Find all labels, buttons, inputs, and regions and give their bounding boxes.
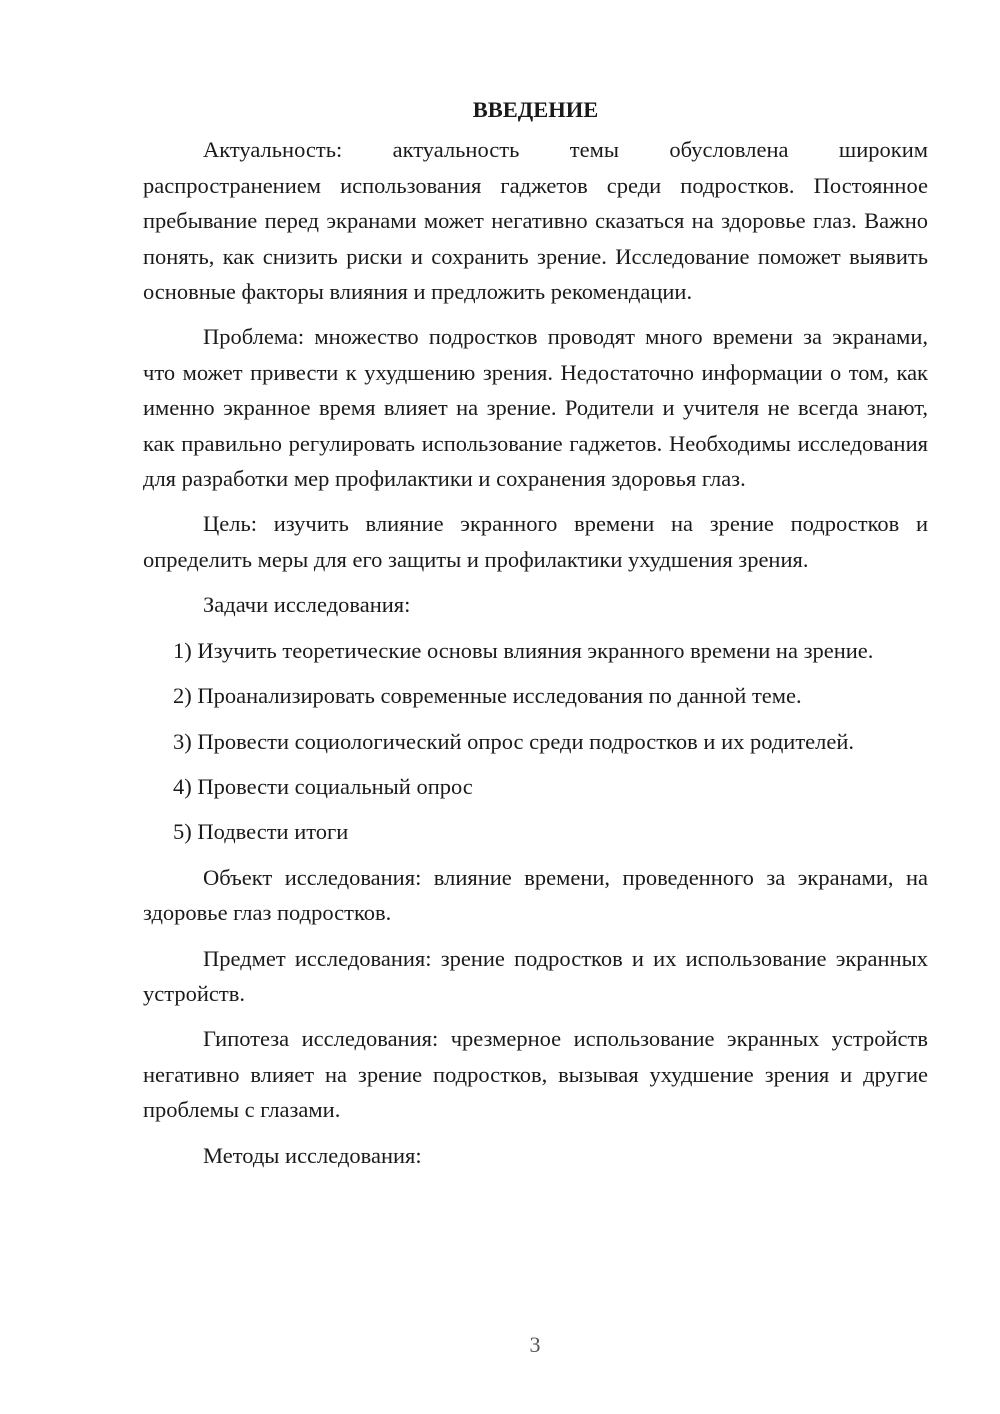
page-number: 3 xyxy=(529,1332,541,1357)
section-heading: ВВЕДЕНИЕ xyxy=(472,97,599,122)
hypothesis-paragraph: Гипотеза исследования: чрезмерное использование экранных устройств негативно влияет на зрение подростков, вызывая ухудшение зрения и другие проблемы с глазами. xyxy=(143,1026,928,1123)
tasks-heading: Задачи исследования: xyxy=(203,592,411,618)
task-item: 2) Проанализировать современные исследования по данной теме. xyxy=(173,683,802,709)
problem-paragraph: Проблема: множество подростков проводят много времени за экранами, что может привести к ухудшению зрения. Недостаточно информации о том, как именно экранное время влияет на зрение. Родители и учителя не всегда знают, как правильно регулировать использование гаджетов. Необходимы исследования для разработки мер профилактики и сохранения здоровья глаз. xyxy=(143,324,928,492)
relevance-paragraph: Актуальность: актуальность темы обусловлена широким распространением использования гаджетов среди подростков. Постоянное пребывание перед экранами может негативно сказаться на здоровье глаз. Важно понять, как снизить риски и сохранить зрение. Исследование поможет выявить основные факторы влияния и предложить рекомендации. xyxy=(143,137,928,305)
task-item: 5) Подвести итоги xyxy=(173,819,349,845)
task-item: 1) Изучить теоретические основы влияния экранного времени на зрение. xyxy=(173,637,874,663)
page-content xyxy=(143,92,928,1183)
goal-paragraph: Цель: изучить влияние экранного времени на зрение подростков и определить меры для его защиты и профилактики ухудшения зрения. xyxy=(143,511,928,572)
object-paragraph: Объект исследования: влияние времени, проведенного за экранами, на здоровье глаз подростков. xyxy=(143,864,928,926)
task-item: 3) Провести социологический опрос среди подростков и их родителей. xyxy=(173,728,855,754)
subject-paragraph: Предмет исследования: зрение подростков и их использование экранных устройств. xyxy=(143,945,928,1006)
methods-heading: Методы исследования: xyxy=(203,1142,422,1168)
task-item: 4) Провести социальный опрос xyxy=(173,773,473,799)
